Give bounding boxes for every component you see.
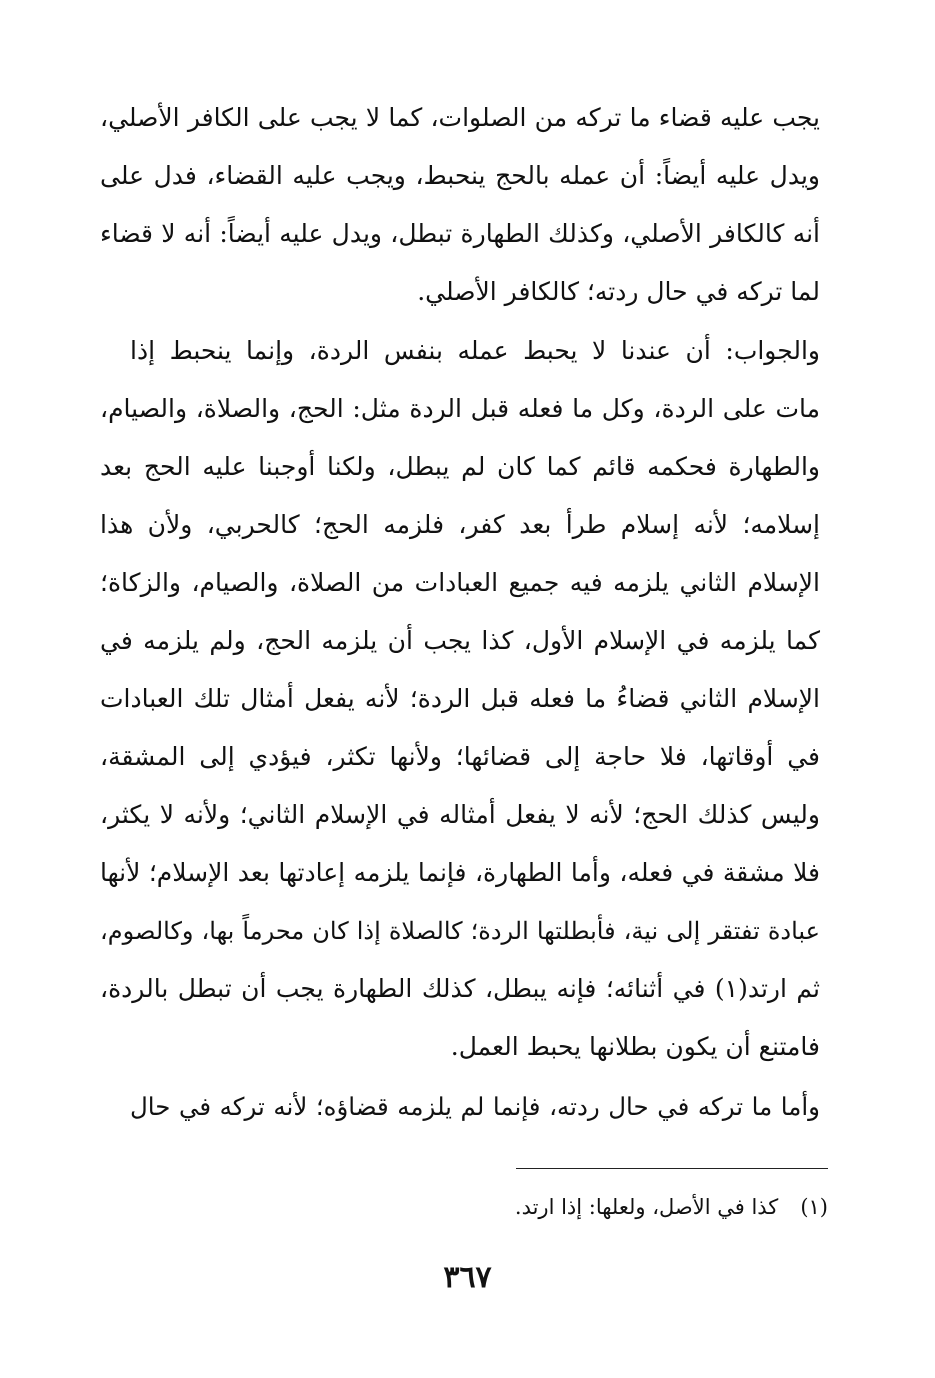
- text-line-12: في أوقاتها، فلا حاجة إلى قضائها؛ ولأنها تكثر، فيؤدي إلى المشقة،: [100, 742, 820, 771]
- text-line-7: والطهارة فحكمه قائم كما كان لم يبطل، ولكنا أوجبنا عليه الحج بعد: [100, 452, 820, 481]
- text-line-16: ثم ارتد(١) في أثنائه؛ فإنه يبطل، كذلك الطهارة يجب أن تبطل بالردة،: [100, 974, 820, 1003]
- text-line-6: مات على الردة، وكل ما فعله قبل الردة مثل: الحج، والصلاة، والصيام،: [100, 394, 820, 423]
- footnote: [515, 1190, 828, 1224]
- footnote-number: (١): [800, 1195, 828, 1219]
- text-line-3: أنه كالكافر الأصلي، وكذلك الطهارة تبطل، ويدل عليه أيضاً: أنه لا قضاء: [100, 219, 820, 248]
- text-line-8: إسلامه؛ لأنه إسلام طرأ بعد كفر، فلزمه الحج؛ كالحربي، ولأن هذا: [100, 510, 820, 539]
- text-line-10: كما يلزمه في الإسلام الأول، كذا يجب أن يلزمه الحج، ولم يلزمه في: [100, 626, 820, 655]
- text-line-14: فلا مشقة في فعله، وأما الطهارة، فإنما يلزمه إعادتها بعد الإسلام؛ لأنها: [100, 858, 820, 887]
- text-line-2: ويدل عليه أيضاً: أن عمله بالحج ينحبط، ويجب عليه القضاء، فدل على: [100, 161, 820, 190]
- text-line-11: الإسلام الثاني قضاءُ ما فعله قبل الردة؛ لأنه يفعل أمثال تلك العبادات: [100, 684, 820, 713]
- text-line-9: الإسلام الثاني يلزمه فيه جميع العبادات من الصلاة، والصيام، والزكاة؛: [100, 568, 820, 597]
- page-number: ٣٦٧: [443, 1260, 492, 1295]
- footnote-text: كذا في الأصل، ولعلها: إذا ارتد.: [514, 1195, 779, 1219]
- text-line-15: عبادة تفتقر إلى نية، فأبطلتها الردة؛ كالصلاة إذا كان محرماً بها، وكالصوم،: [100, 917, 820, 945]
- text-line-18: وأما ما تركه في حال ردته، فإنما لم يلزمه قضاؤه؛ لأنه تركه في حال: [130, 1092, 820, 1121]
- text-line-17: فامتنع أن يكون بطلانها يحبط العمل.: [450, 1032, 820, 1061]
- footnote-separator: [516, 1168, 828, 1169]
- text-line-13: وليس كذلك الحج؛ لأنه لا يفعل أمثاله في الإسلام الثاني؛ ولأنه لا يكثر،: [100, 800, 820, 829]
- text-line-5: والجواب: أن عندنا لا يحبط عمله بنفس الردة، وإنما ينحبط إذا: [130, 336, 820, 365]
- text-line-1: يجب عليه قضاء ما تركه من الصلوات، كما لا يجب على الكافر الأصلي،: [100, 103, 820, 132]
- text-line-4: لما تركه في حال ردته؛ كالكافر الأصلي.: [417, 277, 820, 306]
